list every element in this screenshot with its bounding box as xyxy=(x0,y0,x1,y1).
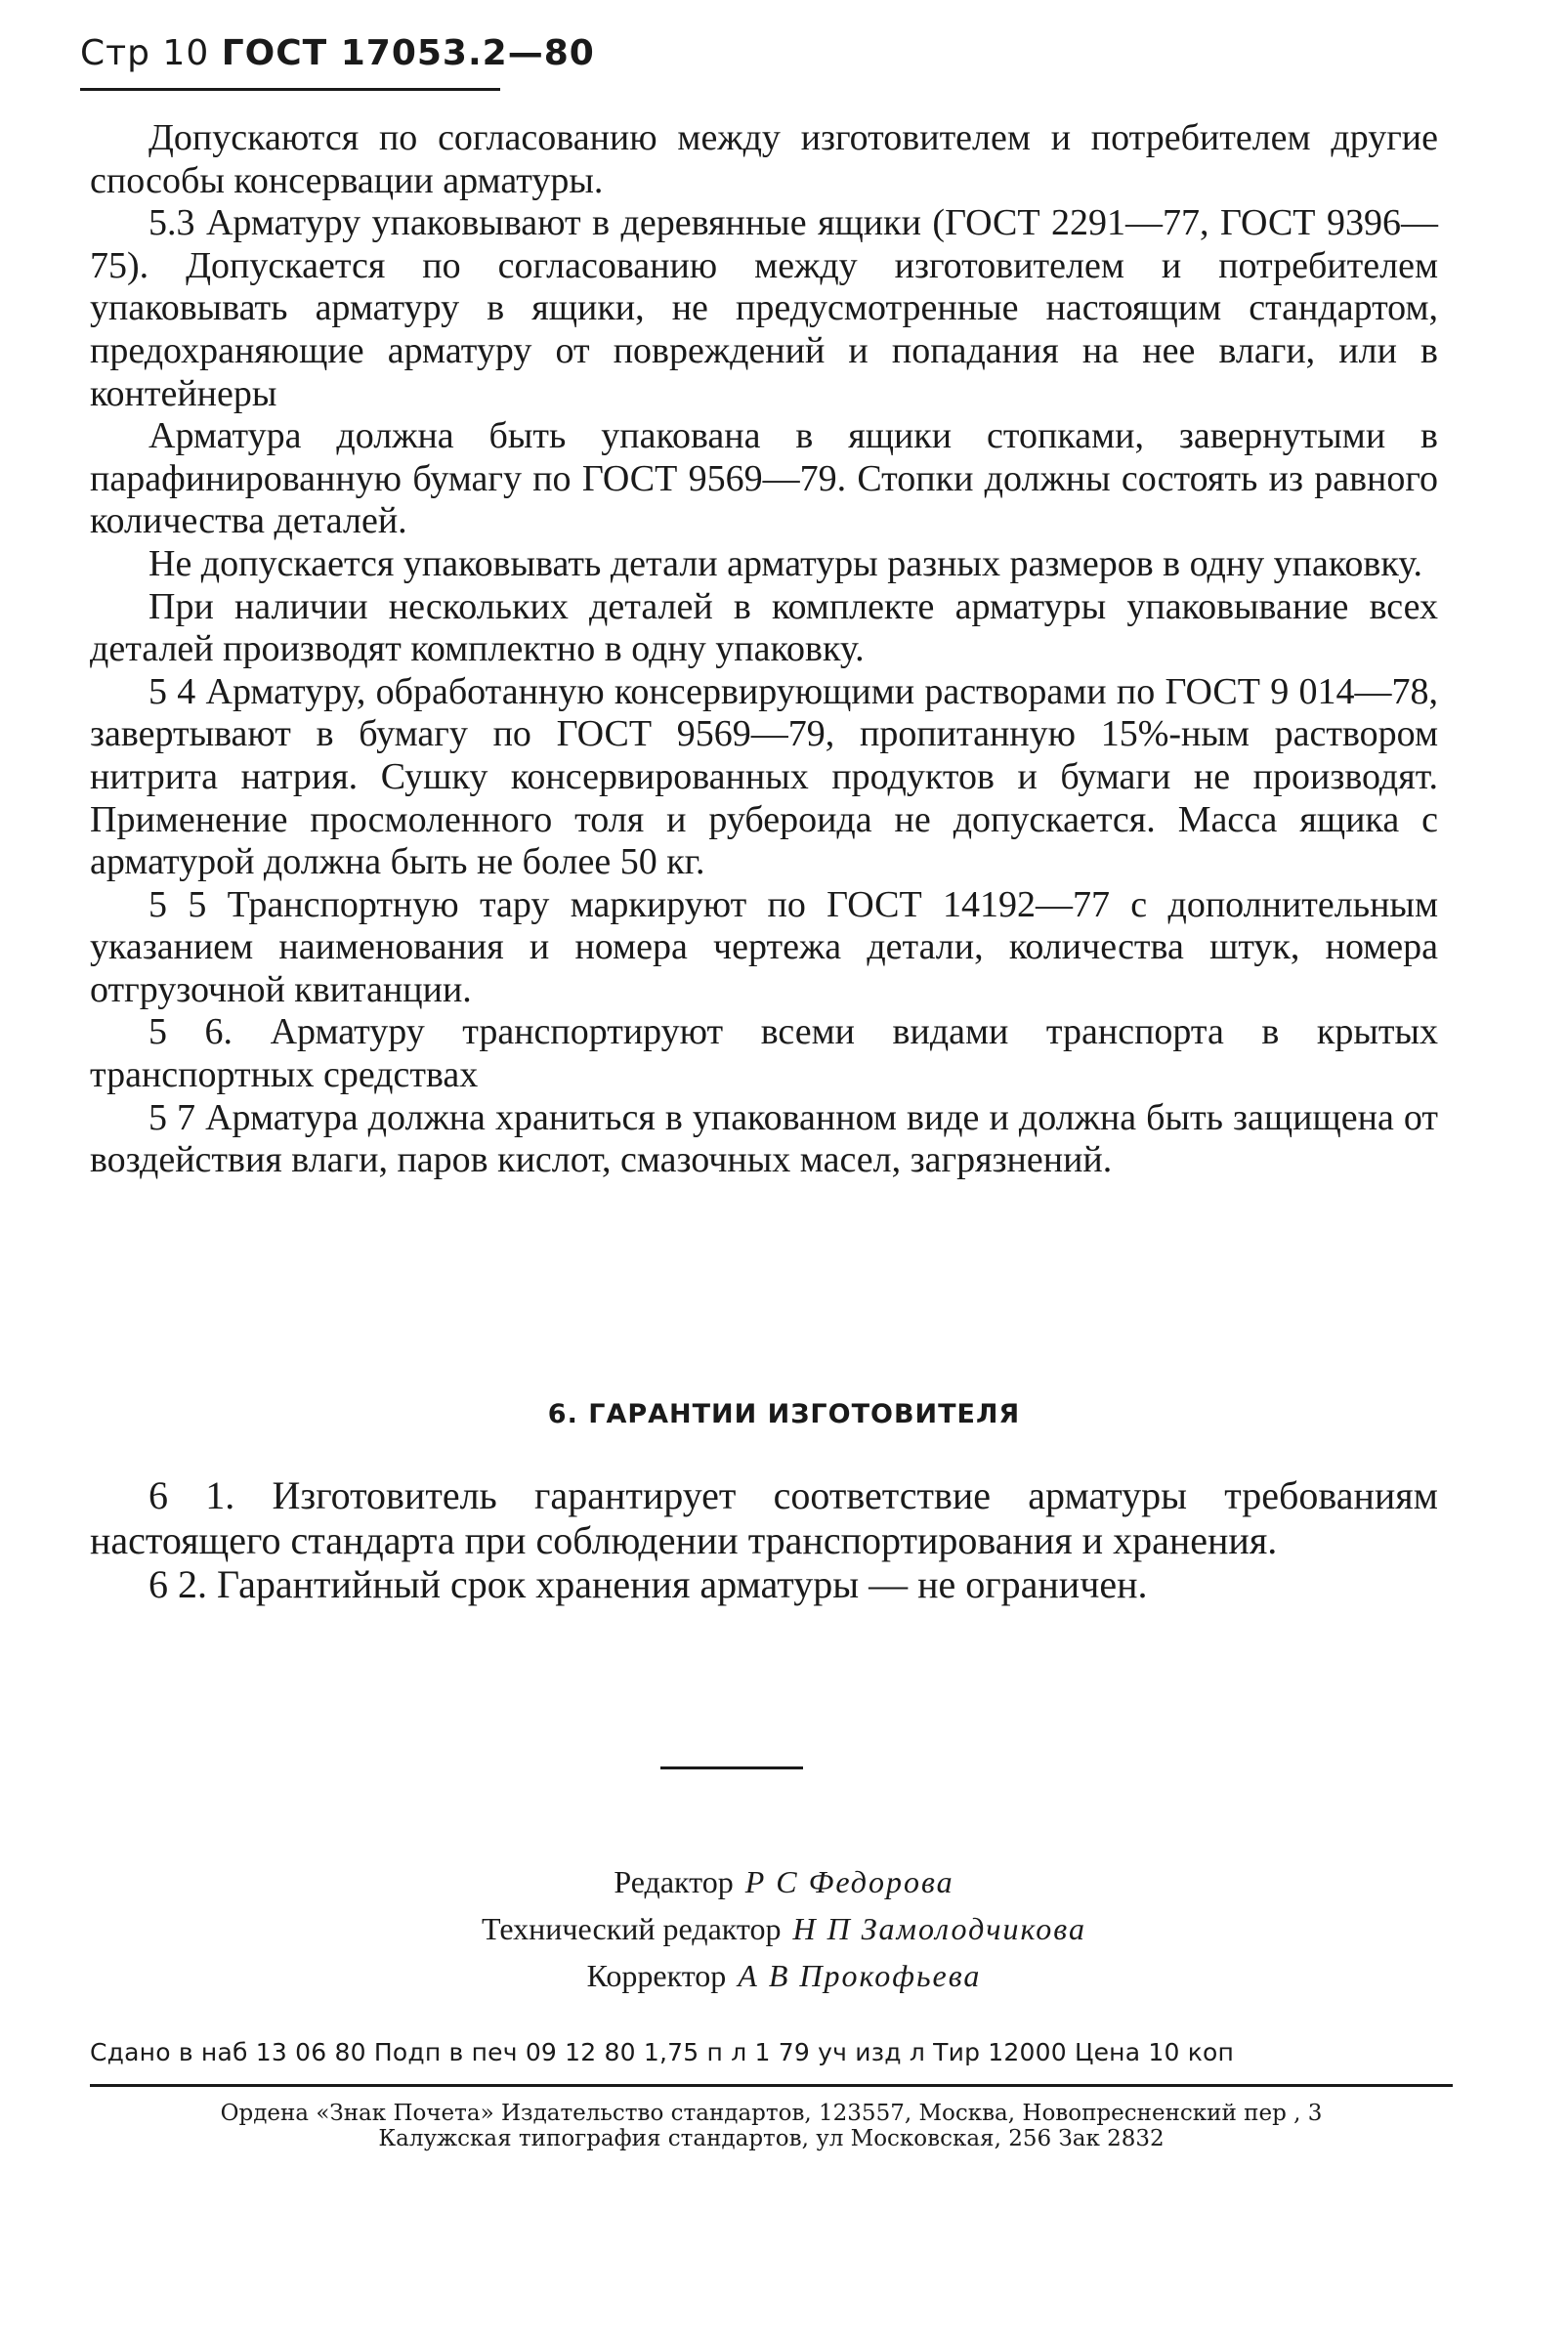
publisher-info xyxy=(90,2101,1453,2151)
section-title: 6. ГАРАНТИИ ИЗГОТОВИТЕЛЯ xyxy=(547,1399,1021,1429)
credit-person: А В Прокофьева xyxy=(738,1958,982,1993)
paragraph: 5 6. Арматуру транспортируют всеми видами транспорта в крытых транспортных средствах xyxy=(90,1011,1438,1096)
credit-person: Р С Федорова xyxy=(744,1864,954,1899)
credits xyxy=(0,1858,1568,1999)
page-header xyxy=(80,33,595,73)
credit-person: Н П Замолодчикова xyxy=(792,1911,1086,1946)
publisher-line-1: Ордена «Знак Почета» Издательство стандартов, 123557, Москва, Новопресненский пер , 3 xyxy=(220,2101,1323,2126)
imprint-rule xyxy=(90,2084,1453,2087)
section-paragraph: 6 2. Гарантийный срок хранения арматуры — не ограничен. xyxy=(148,1562,1148,1606)
credit-technical-editor xyxy=(0,1905,1568,1952)
paragraph: Не допускается упаковывать детали арматуры разных размеров в одну упаковку. xyxy=(148,542,1422,584)
paragraph: Допускаются по согласованию между изготовителем и потребителем другие способы консервации арматуры. xyxy=(90,117,1438,201)
credit-role: Редактор xyxy=(614,1864,734,1899)
credit-corrector xyxy=(0,1952,1568,1999)
section-body xyxy=(90,1473,1438,1607)
header-prefix: Стр xyxy=(80,33,150,73)
paragraph: 5 7 Арматура должна храниться в упакованном виде и должна быть защищена от воздействия влаги, паров кислот, смазочных масел, загрязнений. xyxy=(90,1096,1438,1181)
paragraph: При наличии нескольких деталей в комплекте арматуры упаковывание всех деталей производят комплектно в одну упаковку. xyxy=(90,585,1438,670)
credit-role: Технический редактор xyxy=(482,1911,782,1946)
body-text xyxy=(90,117,1438,1182)
paragraph: 5.3 Арматуру упаковывают в деревянные ящики (ГОСТ 2291—77, ГОСТ 9396—75). Допускается по согласованию между изготовителем и потребителем упаковывать арматуру в ящики, не предусмотренные настоящим стандартом, предохраняющие арматуру от повреждений и попадания на нее влаги, или в контейнеры xyxy=(90,202,1438,414)
publisher-line-2: Калужская типография стандартов, ул Московская, 256 Зак 2832 xyxy=(378,2126,1165,2151)
header-rule xyxy=(80,88,500,91)
section-paragraph: 6 1. Изготовитель гарантирует соответствие арматуры требованиям настоящего стандарта при соблюдении транспортирования и хранения. xyxy=(90,1473,1438,1562)
header-standard: ГОСТ 17053.2—80 xyxy=(221,33,595,73)
paragraph: 5 5 Транспортную тару маркируют по ГОСТ 14192—77 с дополнительным указанием наименования и номера чертежа детали, количества штук, номера отгрузочной квитанции. xyxy=(90,883,1438,1010)
center-divider xyxy=(660,1766,803,1769)
credit-role: Корректор xyxy=(586,1958,727,1993)
paragraph: Арматура должна быть упакована в ящики стопками, завернутыми в парафинированную бумагу по ГОСТ 9569—79. Стопки должны состоять из равного количества деталей. xyxy=(90,415,1438,542)
header-page-number: 10 xyxy=(162,33,210,73)
paragraph: 5 4 Арматуру, обработанную консервирующими растворами по ГОСТ 9 014—78, завертывают в бумагу по ГОСТ 9569—79, пропитанную 15%-ным раствором нитрита натрия. Сушку консервированных продуктов и бумаги не производят. Применение просмоленного толя и рубероида не допускается. Масса ящика с арматурой должна быть не более 50 кг. xyxy=(90,670,1438,883)
credit-editor xyxy=(0,1858,1568,1905)
imprint-line: Сдано в наб 13 06 80 Подп в печ 09 12 80 1,75 п л 1 79 уч изд л Тир 12000 Цена 10 коп xyxy=(90,2038,1235,2066)
